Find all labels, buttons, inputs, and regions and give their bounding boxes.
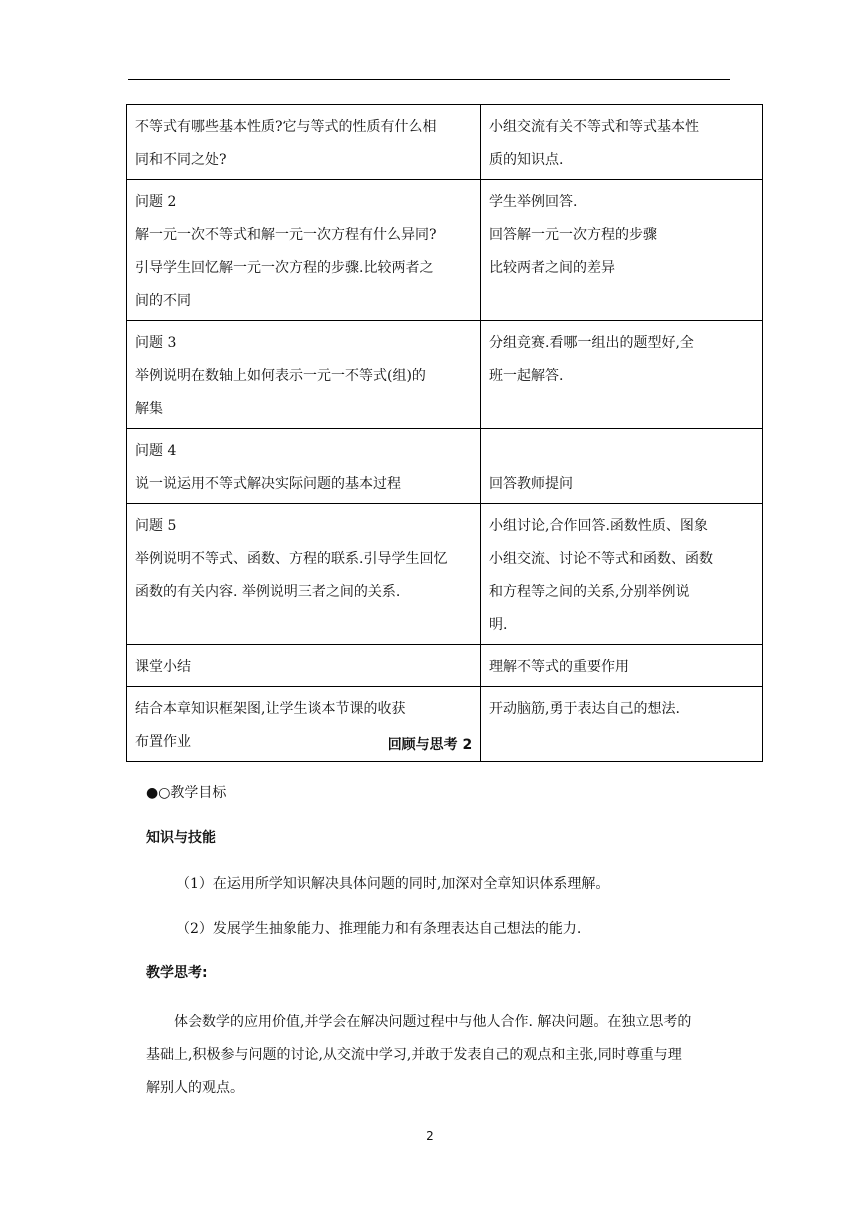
table-row [127, 105, 763, 180]
table-cell-student: 分组竞赛.看哪一组出的题型好,全 班一起解答. [481, 321, 763, 429]
table-cell-teacher: 问题 3 举例说明在数轴上如何表示一元一不等式(组)的 解集 [127, 321, 481, 429]
table-cell-teacher: 问题 5 举例说明不等式、函数、方程的联系.引导学生回忆 函数的有关内容. 举例说明三者之间的关系. [127, 504, 481, 645]
knowledge-heading: 知识与技能 [146, 830, 216, 846]
thinking-heading: 教学思考: [146, 965, 208, 981]
lesson-table [126, 104, 763, 762]
table-cell-student: 理解不等式的重要作用 [481, 645, 763, 687]
table-row [127, 429, 763, 504]
table-cell-teacher: 不等式有哪些基本性质?它与等式的性质有什么相 同和不同之处? [127, 105, 481, 180]
header-rule [128, 79, 730, 80]
table-row [127, 180, 763, 321]
table-cell-teacher: 结合本章知识框架图,让学生谈本节课的收获 布置作业 [127, 687, 481, 762]
table-cell-student: 开动脑筋,勇于表达自己的想法. [481, 687, 763, 762]
table-row [127, 504, 763, 645]
table-row [127, 645, 763, 687]
table-cell-student: 小组交流有关不等式和等式基本性 质的知识点. [481, 105, 763, 180]
thinking-paragraph: 体会数学的应用价值,并学会在解决问题过程中与他人合作. 解决问题。在独立思考的 基础上,积极参与问题的讨论,从交流中学习,并敢于发表自己的观点和主张,同时尊重与理 解别人的观点。 [146, 1014, 692, 1096]
knowledge-item: （2）发展学生抽象能力、推理能力和有条理表达自己想法的能力. [176, 921, 582, 937]
table-cell-student: 回答教师提问 [481, 429, 763, 504]
table-row [127, 321, 763, 429]
table-cell-teacher: 课堂小结 [127, 645, 481, 687]
section-title: 回顾与思考 2 [387, 737, 473, 753]
page-number: 2 [426, 1129, 434, 1143]
table-cell-teacher: 问题 4 说一说运用不等式解决实际问题的基本过程 [127, 429, 481, 504]
table-cell-teacher: 问题 2 解一元一次不等式和解一元一次方程有什么异同? 引导学生回忆解一元一次方程的步骤.比较两者之 间的不同 [127, 180, 481, 321]
goals-heading: ●○教学目标 [146, 785, 227, 801]
table-cell-student: 学生举例回答. 回答解一元一次方程的步骤 比较两者之间的差异 [481, 180, 763, 321]
knowledge-item: （1）在运用所学知识解决具体问题的同时,加深对全章知识体系理解。 [176, 876, 610, 892]
table-cell-student: 小组讨论,合作回答.函数性质、图象 小组交流、讨论不等式和函数、函数 和方程等之间的关系,分别举例说 明. [481, 504, 763, 645]
